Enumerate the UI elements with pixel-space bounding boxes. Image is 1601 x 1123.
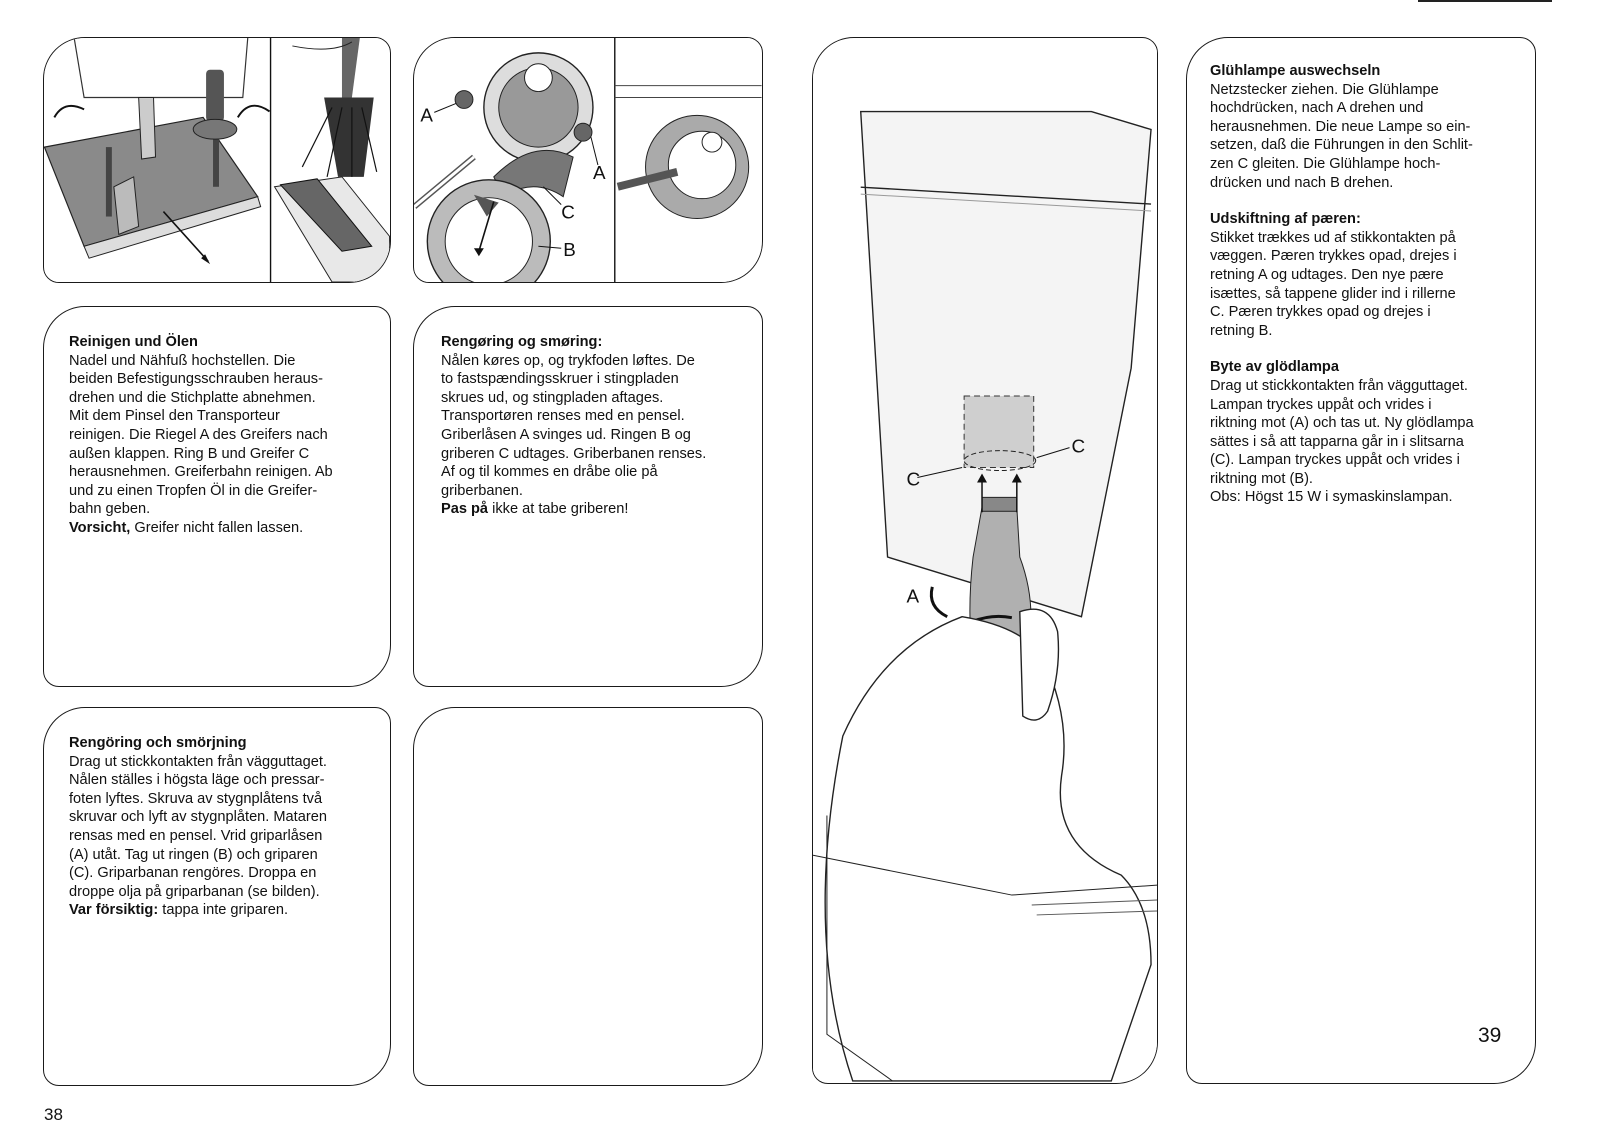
- text-line: außen klappen. Ring B und Greifer C: [69, 445, 310, 462]
- warning-de: [69, 519, 376, 538]
- text-line: Drag ut stickkontakten från vägguttaget.: [1210, 377, 1468, 394]
- lamp-illustration: [813, 38, 1157, 1083]
- text-line: isættes, så tappene glider ind i rillerne: [1210, 285, 1456, 302]
- section-lamp-replacement: [1186, 37, 1536, 1084]
- text-line: riktning mot (A) och tas ut. Ny glödlampa: [1210, 415, 1474, 432]
- label-a: A: [906, 586, 920, 608]
- text-line: Obs: Högst 15 W i symaskinslampan.: [1210, 489, 1453, 506]
- label-c: C: [561, 201, 575, 223]
- text-line: herausnehmen. Die neue Lampe so ein-: [1210, 118, 1471, 135]
- text-line: (C). Lampan tryckes uppåt och vrides i: [1210, 452, 1460, 469]
- label-a-left: A: [420, 104, 433, 126]
- text-line: zen C gleiten. Die Glühlampe hoch-: [1210, 155, 1441, 172]
- text-line: Stikket trækkes ud af stikkontakten på: [1210, 229, 1456, 246]
- heading-da-cleaning: Rengøring og smøring:: [441, 334, 603, 350]
- label-c-left: C: [906, 469, 921, 491]
- heading-de-lamp: Glühlampe auswechseln: [1210, 63, 1381, 79]
- label-c-right: C: [1071, 436, 1086, 458]
- body-da-lamp: [1210, 229, 1521, 341]
- text-line: rensas med en pensel. Vrid griparlåsen: [69, 827, 323, 844]
- text-line: drehen und die Stichplatte abnehmen.: [69, 389, 316, 406]
- text-line: (A) utåt. Tag ut ringen (B) och griparen: [69, 846, 318, 863]
- text-line: Nålen køres op, og trykfoden løftes. De: [441, 352, 695, 369]
- warning-da-bold: Pas på: [441, 501, 489, 518]
- empty-panel: [413, 707, 763, 1086]
- figure-needle-plate: [43, 37, 391, 283]
- warning-sv-rest: tappa inte griparen.: [158, 902, 289, 919]
- text-line: (C). Griparbanan rengöres. Droppa en: [69, 865, 317, 882]
- body-sv-cleaning: [69, 753, 376, 902]
- text-line: bahn geben.: [69, 501, 151, 518]
- text-line: hochdrücken, nach A drehen und: [1210, 100, 1424, 117]
- text-line: droppe olja på griparbanan (se bilden).: [69, 883, 320, 900]
- text-line: Af og til kommes en dråbe olie på: [441, 464, 658, 481]
- warning-da-rest: ikke at tabe griberen!: [488, 501, 629, 518]
- heading-sv-lamp: Byte av glödlampa: [1210, 359, 1339, 376]
- text-line: beiden Befestigungsschrauben heraus-: [69, 371, 323, 388]
- text-line: retning B.: [1210, 322, 1273, 339]
- warning-da: [441, 500, 748, 519]
- top-rule: [1418, 0, 1552, 2]
- text-line: und zu einen Tropfen Öl in die Greifer-: [69, 482, 318, 499]
- text-line: Griberlåsen A svinges ud. Ringen B og: [441, 426, 691, 443]
- needle-plate-illustration: [44, 38, 390, 282]
- text-line: riktning mot (B).: [1210, 470, 1313, 487]
- section-da-cleaning: [413, 306, 763, 687]
- warning-sv-bold: Var försiktig:: [69, 902, 159, 919]
- text-line: Mit dem Pinsel den Transporteur: [69, 408, 280, 425]
- text-line: Transportøren renses med en pensel.: [441, 408, 685, 425]
- body-de-cleaning: [69, 352, 376, 519]
- text-line: skruvar och lyft av stygnplåten. Mataren: [69, 809, 327, 826]
- heading-sv-cleaning: Rengöring och smörjning: [69, 735, 247, 751]
- text-line: væggen. Pæren trykkes opad, drejes i: [1210, 248, 1457, 265]
- section-sv-cleaning: [43, 707, 391, 1086]
- text-line: Netzstecker ziehen. Die Glühlampe: [1210, 81, 1439, 98]
- text-line: C. Pæren trykkes opad og drejes i: [1210, 304, 1431, 321]
- heading-de-cleaning: Reinigen und Ölen: [69, 334, 198, 350]
- text-line: griberen C udtages. Griberbanen renses.: [441, 445, 707, 462]
- body-sv-lamp: [1210, 377, 1521, 507]
- text-line: sättes i så att tapparna går in i slitsarna: [1210, 433, 1464, 450]
- text-line: herausnehmen. Greiferbahn reinigen. Ab: [69, 464, 333, 481]
- label-b: B: [563, 239, 576, 261]
- text-line: Nålen ställes i högsta läge och pressar-: [69, 772, 325, 789]
- figure-lamp-replacement: [812, 37, 1158, 1084]
- page-number-right: 39: [1478, 1024, 1502, 1047]
- warning-de-rest: Greifer nicht fallen lassen.: [130, 519, 304, 536]
- figure-hook-assembly: [413, 37, 763, 283]
- body-de-lamp: [1210, 81, 1521, 193]
- warning-de-bold: Vorsicht,: [69, 519, 131, 536]
- text-line: Nadel und Nähfuß hochstellen. Die: [69, 352, 296, 369]
- text-line: drücken und nach B drehen.: [1210, 174, 1394, 191]
- text-line: retning A og udtages. Den nye pære: [1210, 266, 1444, 283]
- heading-da-lamp: Udskiftning af pæren:: [1210, 211, 1361, 228]
- warning-sv: [69, 901, 376, 920]
- body-da-cleaning: [441, 352, 748, 501]
- text-line: setzen, daß die Führungen in den Schlit-: [1210, 137, 1473, 154]
- text-line: griberbanen.: [441, 482, 523, 499]
- page-number-left: 38: [44, 1105, 63, 1123]
- text-line: foten lyftes. Skruva av stygnplåtens två: [69, 790, 323, 807]
- section-de-cleaning: [43, 306, 391, 687]
- text-line: Lampan tryckes uppåt och vrides i: [1210, 396, 1432, 413]
- text-line: Drag ut stickkontakten från vägguttaget.: [69, 753, 327, 770]
- hook-assembly-illustration: [414, 38, 762, 282]
- text-line: skrues ud, og stingpladen aftages.: [441, 389, 664, 406]
- label-a-right: A: [592, 161, 606, 183]
- text-line: reinigen. Die Riegel A des Greifers nach: [69, 426, 328, 443]
- text-line: to fastspændingsskruer i stingpladen: [441, 371, 679, 388]
